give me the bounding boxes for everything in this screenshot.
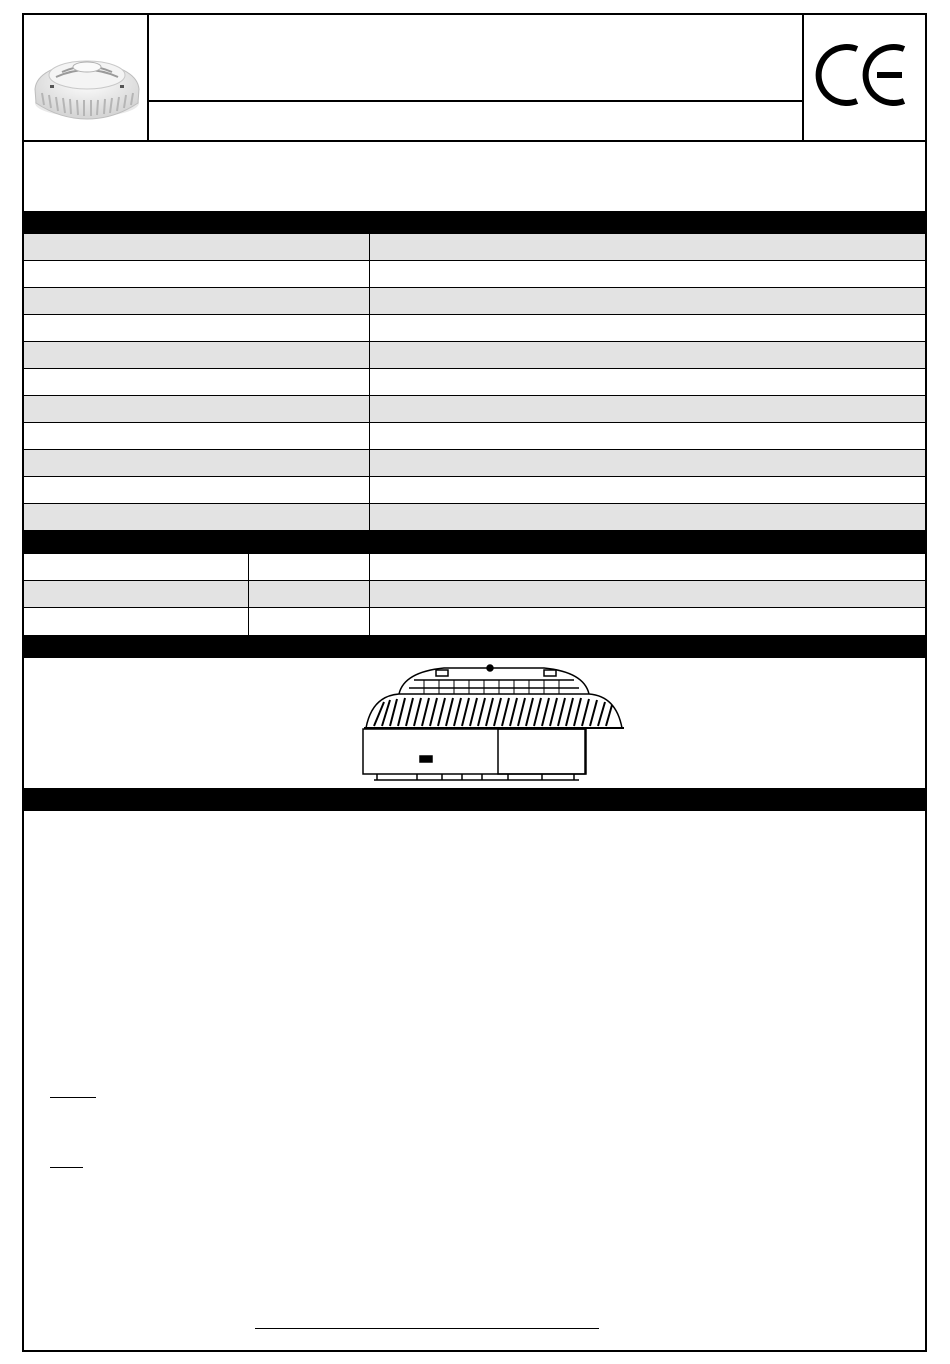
- order-row: [24, 581, 925, 608]
- datasheet-header: [24, 15, 925, 142]
- notes-section-heading: [24, 788, 925, 811]
- order-description: [370, 608, 925, 634]
- smoke-detector-photo: [24, 15, 149, 140]
- title-block: [149, 15, 802, 140]
- spec-value: [370, 315, 925, 341]
- order-code: [249, 608, 370, 634]
- spec-value: [370, 234, 925, 260]
- spec-label: [24, 450, 369, 476]
- ce-mark-cell: [802, 15, 925, 140]
- product-photo-cell: [24, 15, 149, 140]
- spec-value: [370, 477, 925, 503]
- spec-label: [24, 288, 369, 314]
- spec-row: [24, 288, 925, 315]
- order-name: [24, 581, 248, 607]
- order-code: [249, 554, 370, 580]
- spec-row: [24, 315, 925, 342]
- footer-link-underline: [255, 1328, 599, 1329]
- spec-label: [24, 396, 369, 422]
- spec-row: [24, 369, 925, 396]
- spec-value: [370, 288, 925, 314]
- spec-row: [24, 342, 925, 369]
- note-underline: [50, 1097, 96, 1098]
- product-title: [149, 15, 802, 102]
- spec-value: [370, 423, 925, 449]
- order-code: [249, 581, 370, 607]
- spec-value: [370, 504, 925, 530]
- spec-column-divider: [369, 234, 370, 530]
- spec-label: [24, 342, 369, 368]
- spec-label: [24, 477, 369, 503]
- detector-side-view-drawing: [24, 658, 925, 788]
- spec-row: [24, 234, 925, 261]
- spec-label: [24, 234, 369, 260]
- drawing-section-heading: [24, 635, 925, 658]
- spec-row: [24, 504, 925, 530]
- spec-label: [24, 504, 369, 530]
- spec-label: [24, 261, 369, 287]
- spec-row: [24, 423, 925, 450]
- drawing-area: [24, 658, 925, 788]
- spec-value: [370, 369, 925, 395]
- note-underline: [50, 1167, 83, 1168]
- order-name: [24, 608, 248, 634]
- order-name: [24, 554, 248, 580]
- notes-body: [24, 811, 925, 1350]
- order-description: [370, 554, 925, 580]
- order-column-divider: [248, 554, 249, 635]
- intro-text: [24, 140, 925, 211]
- spec-value: [370, 396, 925, 422]
- order-description: [370, 581, 925, 607]
- spec-row: [24, 261, 925, 288]
- spec-label: [24, 315, 369, 341]
- datasheet-page: [22, 13, 927, 1352]
- ce-mark-icon: [804, 15, 925, 138]
- spec-value: [370, 342, 925, 368]
- spec-value: [370, 450, 925, 476]
- spec-label: [24, 369, 369, 395]
- order-row: [24, 554, 925, 581]
- spec-row: [24, 396, 925, 423]
- order-row: [24, 608, 925, 635]
- spec-value: [370, 261, 925, 287]
- order-column-divider: [369, 554, 370, 635]
- spec-section-heading: [24, 211, 925, 234]
- product-subtitle: [149, 102, 802, 140]
- spec-row: [24, 477, 925, 504]
- spec-label: [24, 423, 369, 449]
- order-section-heading: [24, 530, 925, 554]
- spec-row: [24, 450, 925, 477]
